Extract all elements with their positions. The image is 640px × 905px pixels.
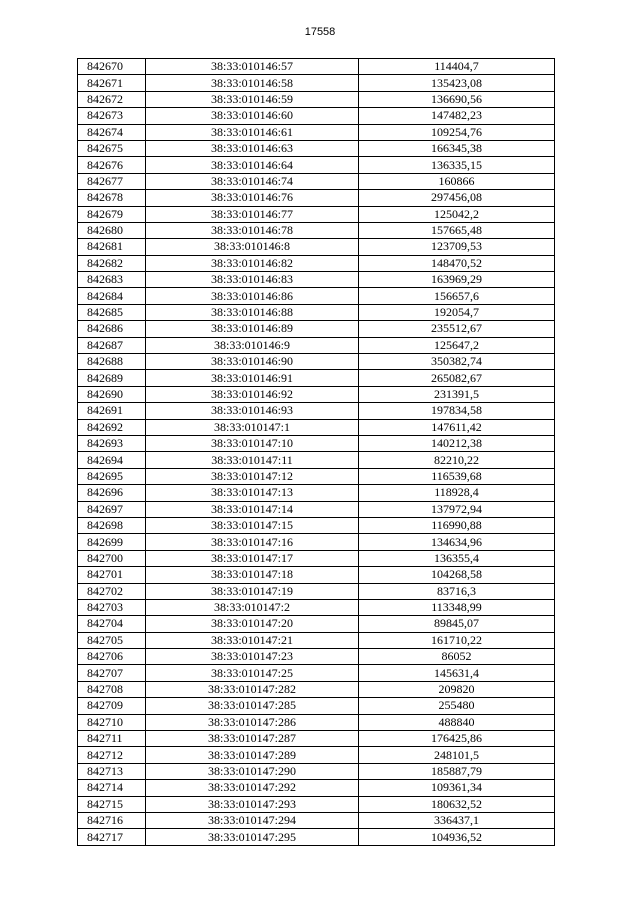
- table-row: [78, 649, 555, 665]
- table-row: [78, 698, 555, 714]
- cadastral-value-cell: 116539,68: [359, 468, 555, 484]
- row-number-cell: 842678: [78, 190, 146, 206]
- row-number-cell: 842670: [78, 59, 146, 75]
- cadastral-number-cell: 38:33:010147:17: [146, 550, 359, 566]
- table-row: [78, 583, 555, 599]
- cadastral-value-cell: 86052: [359, 649, 555, 665]
- cadastral-number-cell: 38:33:010146:58: [146, 75, 359, 91]
- row-number-cell: 842684: [78, 288, 146, 304]
- table-row: [78, 452, 555, 468]
- table-row: [78, 468, 555, 484]
- table-row: [78, 272, 555, 288]
- table-row: [78, 665, 555, 681]
- page-number: 17558: [304, 26, 336, 38]
- row-number-cell: 842706: [78, 649, 146, 665]
- row-number-cell: 842696: [78, 485, 146, 501]
- table-row: [78, 222, 555, 238]
- cadastral-value-cell: 192054,7: [359, 304, 555, 320]
- row-number-cell: 842699: [78, 534, 146, 550]
- cadastral-number-cell: 38:33:010147:285: [146, 698, 359, 714]
- cadastral-number-cell: 38:33:010147:20: [146, 616, 359, 632]
- row-number-cell: 842690: [78, 386, 146, 402]
- table-row: [78, 829, 555, 845]
- table-row: [78, 337, 555, 353]
- row-number-cell: 842685: [78, 304, 146, 320]
- cadastral-value-cell: 140212,38: [359, 435, 555, 451]
- cadastral-value-cell: 145631,4: [359, 665, 555, 681]
- table-row: [78, 485, 555, 501]
- table-row: [78, 304, 555, 320]
- cadastral-value-cell: 197834,58: [359, 403, 555, 419]
- cadastral-number-cell: 38:33:010147:2: [146, 599, 359, 615]
- cadastral-value-cell: 148470,52: [359, 255, 555, 271]
- table-row: [78, 91, 555, 107]
- cadastral-number-cell: 38:33:010147:16: [146, 534, 359, 550]
- row-number-cell: 842708: [78, 681, 146, 697]
- cadastral-value-cell: 136335,15: [359, 157, 555, 173]
- cadastral-value-cell: 255480: [359, 698, 555, 714]
- cadastral-number-cell: 38:33:010147:25: [146, 665, 359, 681]
- table-row: [78, 435, 555, 451]
- cadastral-value-cell: 82210,22: [359, 452, 555, 468]
- cadastral-number-cell: 38:33:010147:23: [146, 649, 359, 665]
- cadastral-number-cell: 38:33:010146:59: [146, 91, 359, 107]
- cadastral-value-cell: 176425,86: [359, 731, 555, 747]
- cadastral-value-cell: 488840: [359, 714, 555, 730]
- cadastral-value-cell: 118928,4: [359, 485, 555, 501]
- row-number-cell: 842686: [78, 321, 146, 337]
- cadastral-number-cell: 38:33:010147:13: [146, 485, 359, 501]
- table-row: [78, 75, 555, 91]
- row-number-cell: 842705: [78, 632, 146, 648]
- cadastral-number-cell: 38:33:010147:290: [146, 763, 359, 779]
- table-row: [78, 812, 555, 828]
- cadastral-value-cell: 265082,67: [359, 370, 555, 386]
- table-row: [78, 108, 555, 124]
- cadastral-value-cell: 136690,56: [359, 91, 555, 107]
- cadastral-number-cell: 38:33:010147:287: [146, 731, 359, 747]
- cadastral-number-cell: 38:33:010146:88: [146, 304, 359, 320]
- table-row: [78, 206, 555, 222]
- row-number-cell: 842694: [78, 452, 146, 468]
- cadastral-value-cell: 160866: [359, 173, 555, 189]
- table-row: [78, 370, 555, 386]
- cadastral-value-cell: 336437,1: [359, 812, 555, 828]
- cadastral-value-cell: 157665,48: [359, 222, 555, 238]
- table-body: [78, 59, 555, 846]
- cadastral-number-cell: 38:33:010147:19: [146, 583, 359, 599]
- cadastral-number-cell: 38:33:010146:76: [146, 190, 359, 206]
- row-number-cell: 842680: [78, 222, 146, 238]
- table-row: [78, 419, 555, 435]
- cadastral-number-cell: 38:33:010147:18: [146, 567, 359, 583]
- cadastral-number-cell: 38:33:010147:293: [146, 796, 359, 812]
- table-row: [78, 501, 555, 517]
- cadastral-value-cell: 104268,58: [359, 567, 555, 583]
- cadastral-number-cell: 38:33:010146:86: [146, 288, 359, 304]
- table-row: [78, 140, 555, 156]
- cadastral-value-cell: 147611,42: [359, 419, 555, 435]
- cadastral-value-cell: 134634,96: [359, 534, 555, 550]
- table-row: [78, 567, 555, 583]
- row-number-cell: 842704: [78, 616, 146, 632]
- row-number-cell: 842695: [78, 468, 146, 484]
- row-number-cell: 842711: [78, 731, 146, 747]
- cadastral-value-cell: 125042,2: [359, 206, 555, 222]
- cadastral-value-cell: 137972,94: [359, 501, 555, 517]
- cadastral-number-cell: 38:33:010147:12: [146, 468, 359, 484]
- cadastral-number-cell: 38:33:010147:10: [146, 435, 359, 451]
- cadastral-value-cell: 147482,23: [359, 108, 555, 124]
- cadastral-number-cell: 38:33:010146:63: [146, 140, 359, 156]
- cadastral-value-cell: 109254,76: [359, 124, 555, 140]
- cadastral-value-cell: 123709,53: [359, 239, 555, 255]
- row-number-cell: 842688: [78, 354, 146, 370]
- cadastral-value-cell: 125647,2: [359, 337, 555, 353]
- cadastral-value-cell: 109361,34: [359, 780, 555, 796]
- cadastral-value-cell: 104936,52: [359, 829, 555, 845]
- cadastral-value-cell: 83716,3: [359, 583, 555, 599]
- table-row: [78, 796, 555, 812]
- cadastral-number-cell: 38:33:010147:14: [146, 501, 359, 517]
- row-number-cell: 842716: [78, 812, 146, 828]
- cadastral-number-cell: 38:33:010146:61: [146, 124, 359, 140]
- row-number-cell: 842673: [78, 108, 146, 124]
- cadastral-number-cell: 38:33:010146:82: [146, 255, 359, 271]
- row-number-cell: 842714: [78, 780, 146, 796]
- cadastral-value-cell: 163969,29: [359, 272, 555, 288]
- row-number-cell: 842712: [78, 747, 146, 763]
- table-row: [78, 157, 555, 173]
- cadastral-number-cell: 38:33:010147:11: [146, 452, 359, 468]
- cadastral-value-cell: 235512,67: [359, 321, 555, 337]
- cadastral-value-cell: 113348,99: [359, 599, 555, 615]
- cadastral-value-table: [77, 58, 555, 846]
- table-row: [78, 321, 555, 337]
- cadastral-number-cell: 38:33:010147:286: [146, 714, 359, 730]
- cadastral-value-cell: 248101,5: [359, 747, 555, 763]
- cadastral-value-cell: 89845,07: [359, 616, 555, 632]
- row-number-cell: 842715: [78, 796, 146, 812]
- cadastral-number-cell: 38:33:010146:8: [146, 239, 359, 255]
- table-row: [78, 403, 555, 419]
- cadastral-number-cell: 38:33:010146:60: [146, 108, 359, 124]
- table-row: [78, 354, 555, 370]
- table-row: [78, 59, 555, 75]
- row-number-cell: 842707: [78, 665, 146, 681]
- cadastral-number-cell: 38:33:010146:78: [146, 222, 359, 238]
- row-number-cell: 842717: [78, 829, 146, 845]
- row-number-cell: 842689: [78, 370, 146, 386]
- cadastral-number-cell: 38:33:010147:282: [146, 681, 359, 697]
- row-number-cell: 842698: [78, 517, 146, 533]
- row-number-cell: 842693: [78, 435, 146, 451]
- row-number-cell: 842702: [78, 583, 146, 599]
- cadastral-value-cell: 231391,5: [359, 386, 555, 402]
- row-number-cell: 842683: [78, 272, 146, 288]
- cadastral-number-cell: 38:33:010146:89: [146, 321, 359, 337]
- cadastral-value-cell: 114404,7: [359, 59, 555, 75]
- cadastral-number-cell: 38:33:010146:93: [146, 403, 359, 419]
- cadastral-value-cell: 180632,52: [359, 796, 555, 812]
- row-number-cell: 842672: [78, 91, 146, 107]
- cadastral-number-cell: 38:33:010147:15: [146, 517, 359, 533]
- row-number-cell: 842701: [78, 567, 146, 583]
- cadastral-value-cell: 161710,22: [359, 632, 555, 648]
- cadastral-number-cell: 38:33:010146:77: [146, 206, 359, 222]
- row-number-cell: 842687: [78, 337, 146, 353]
- row-number-cell: 842671: [78, 75, 146, 91]
- cadastral-value-cell: 136355,4: [359, 550, 555, 566]
- row-number-cell: 842681: [78, 239, 146, 255]
- cadastral-value-cell: 297456,08: [359, 190, 555, 206]
- row-number-cell: 842709: [78, 698, 146, 714]
- cadastral-number-cell: 38:33:010147:294: [146, 812, 359, 828]
- row-number-cell: 842713: [78, 763, 146, 779]
- cadastral-value-cell: 116990,88: [359, 517, 555, 533]
- cadastral-number-cell: 38:33:010147:292: [146, 780, 359, 796]
- table-row: [78, 534, 555, 550]
- cadastral-number-cell: 38:33:010146:83: [146, 272, 359, 288]
- row-number-cell: 842692: [78, 419, 146, 435]
- row-number-cell: 842676: [78, 157, 146, 173]
- row-number-cell: 842710: [78, 714, 146, 730]
- cadastral-value-cell: 209820: [359, 681, 555, 697]
- table-row: [78, 517, 555, 533]
- table-row: [78, 616, 555, 632]
- table-row: [78, 632, 555, 648]
- row-number-cell: 842677: [78, 173, 146, 189]
- table-row: [78, 550, 555, 566]
- row-number-cell: 842691: [78, 403, 146, 419]
- cadastral-value-cell: 156657,6: [359, 288, 555, 304]
- cadastral-number-cell: 38:33:010146:57: [146, 59, 359, 75]
- table-row: [78, 714, 555, 730]
- cadastral-value-cell: 185887,79: [359, 763, 555, 779]
- table-row: [78, 239, 555, 255]
- row-number-cell: 842700: [78, 550, 146, 566]
- row-number-cell: 842675: [78, 140, 146, 156]
- table-row: [78, 190, 555, 206]
- table-row: [78, 124, 555, 140]
- row-number-cell: 842697: [78, 501, 146, 517]
- table-row: [78, 780, 555, 796]
- row-number-cell: 842703: [78, 599, 146, 615]
- table-row: [78, 386, 555, 402]
- cadastral-number-cell: 38:33:010146:91: [146, 370, 359, 386]
- row-number-cell: 842679: [78, 206, 146, 222]
- table-row: [78, 731, 555, 747]
- cadastral-number-cell: 38:33:010147:21: [146, 632, 359, 648]
- cadastral-number-cell: 38:33:010146:74: [146, 173, 359, 189]
- cadastral-number-cell: 38:33:010147:295: [146, 829, 359, 845]
- table-row: [78, 763, 555, 779]
- table-row: [78, 599, 555, 615]
- cadastral-value-cell: 166345,38: [359, 140, 555, 156]
- cadastral-value-cell: 350382,74: [359, 354, 555, 370]
- row-number-cell: 842682: [78, 255, 146, 271]
- cadastral-number-cell: 38:33:010147:289: [146, 747, 359, 763]
- cadastral-number-cell: 38:33:010146:64: [146, 157, 359, 173]
- table-row: [78, 173, 555, 189]
- cadastral-value-cell: 135423,08: [359, 75, 555, 91]
- table-row: [78, 255, 555, 271]
- row-number-cell: 842674: [78, 124, 146, 140]
- cadastral-number-cell: 38:33:010146:90: [146, 354, 359, 370]
- table-row: [78, 747, 555, 763]
- table-row: [78, 681, 555, 697]
- table-row: [78, 288, 555, 304]
- cadastral-number-cell: 38:33:010146:92: [146, 386, 359, 402]
- cadastral-number-cell: 38:33:010147:1: [146, 419, 359, 435]
- cadastral-number-cell: 38:33:010146:9: [146, 337, 359, 353]
